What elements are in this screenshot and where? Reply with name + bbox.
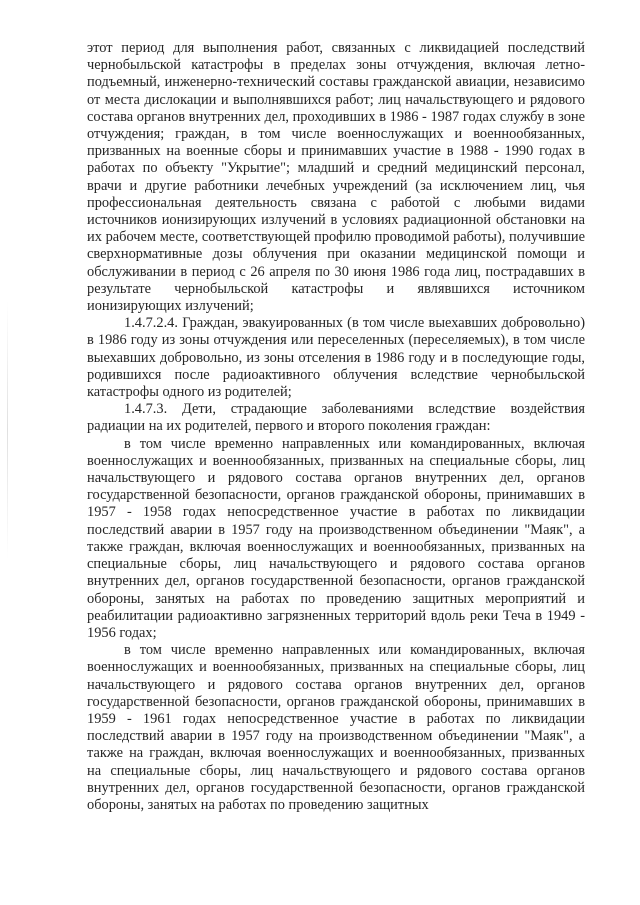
paragraph-1-4-7-2-4: 1.4.7.2.4. Граждан, эвакуированных (в том числе выехавших добровольно) в 1986 году из зоны отчуждения или переселенных (переселяемых), в том числе выехавших добровольно, из зоны отселения в 1986 году и в последующие годы, родившихся после радиоактивного облучения вследствие чернобыльской катастрофы одного из родителей;	[87, 315, 585, 401]
scan-edge-shadow	[7, 300, 8, 560]
paragraph-continued-liquidators: этот период для выполнения работ, связанных с ликвидацией последствий чернобыльской катастрофы в пределах зоны отчуждения, включая летно-подъемный, инженерно-технический составы гражданской авиации, независимо от места дислокации и выполнявшихся работ; лиц начальствующего и рядового состава органов внутренних дел, проходивших в 1986 - 1987 годах службу в зоне отчуждения; граждан, в том числе военнослужащих и военнообязанных, призванных на военные сборы и принимавших участие в 1988 - 1990 годах в работах по объекту "Укрытие"; младший и средний медицинский персонал, врачи и другие работники лечебных учреждений (за исключением лиц, чья профессиональная деятельность связана с работой с любыми видами источников ионизирующих излучений в условиях радиационной обстановки на их рабочем месте, соответствующей профилю проводимой работы), получившие сверхнормативные дозы облучения при оказании медицинской помощи и обслуживании в период с 26 апреля по 30 июня 1986 года лиц, пострадавших в результате чернобыльской катастрофы и являвшихся источником ионизирующих излучений;	[87, 40, 585, 315]
paragraph-mayak-1957-1958: в том числе временно направленных или командированных, включая военнослужащих и военнообязанных, призванных на специальные сборы, лиц начальствующего и рядового состава органов внутренних дел, органов государственной безопасности, органов гражданской обороны, принимавших в 1957 - 1958 годах непосредственное участие в работах по ликвидации последствий аварии в 1957 году на производственном объединении "Маяк", а также граждан, включая военнослужащих и военнообязанных, призванных на специальные сборы, лиц начальствующего и рядового состава органов внутренних дел, органов государственной безопасности, органов гражданской обороны, занятых на работах по проведению защитных мероприятий и реабилитации радиоактивно загрязненных территорий вдоль реки Теча в 1949 - 1956 годах;	[87, 435, 585, 641]
body-text	[87, 40, 585, 814]
paragraph-mayak-1959-1961: в том числе временно направленных или командированных, включая военнослужащих и военнообязанных, призванных на специальные сборы, лиц начальствующего и рядового состава органов внутренних дел, органов государственной безопасности, органов гражданской обороны, принимавших в 1959 - 1961 годах непосредственное участие в работах по ликвидации последствий аварии в 1957 году на производственном объединении "Маяк", а также на граждан, включая военнослужащих и военнообязанных, призванных на специальные сборы, лиц начальствующего и рядового состава органов внутренних дел, органов государственной безопасности, органов гражданской обороны, занятых на работах по проведению защитных	[87, 642, 585, 813]
paragraph-1-4-7-3: 1.4.7.3. Дети, страдающие заболеваниями вследствие воздействия радиации на их родителей, первого и второго поколения граждан:	[87, 401, 585, 435]
